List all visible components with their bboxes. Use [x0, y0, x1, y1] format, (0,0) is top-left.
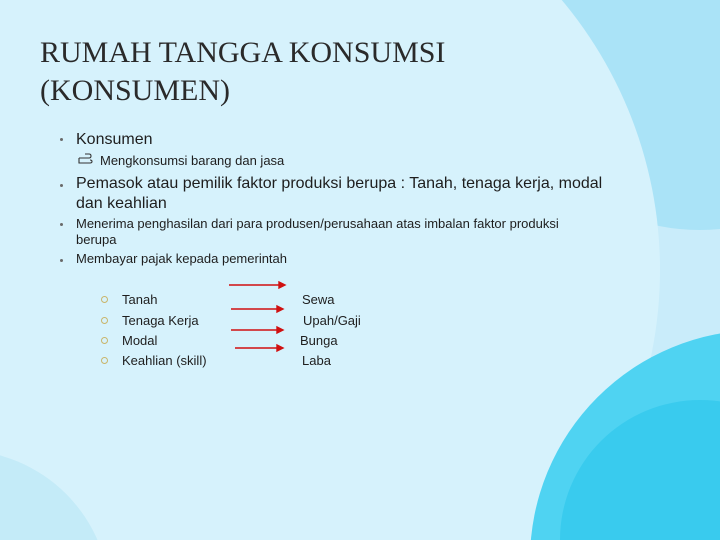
slide-title [40, 34, 640, 110]
bullet-dot [60, 138, 63, 141]
reward-bunga: Bunga [300, 333, 338, 348]
circle-bullet-icon [101, 317, 108, 324]
arrow-head [277, 306, 283, 312]
arrow-head [279, 282, 285, 288]
bullet-pemasok-line2: dan keahlian [76, 195, 167, 212]
circle-bullet-icon [101, 296, 108, 303]
bullet-konsumen: Konsumen [76, 131, 153, 148]
reward-upah-gaji: Upah/Gaji [303, 313, 361, 328]
arrow-head [277, 345, 283, 351]
title-line-2: (KONSUMEN) [40, 74, 230, 107]
factor-modal: Modal [122, 333, 158, 348]
bullet-dot [60, 223, 63, 226]
sub-bullet-mengkonsumsi: Mengkonsumsi barang dan jasa [100, 153, 285, 168]
bullet-membayar: Membayar pajak kepada pemerintah [76, 251, 288, 266]
factor-tanah: Tanah [122, 292, 158, 307]
arrows-group [225, 279, 287, 359]
reward-sewa: Sewa [302, 292, 335, 307]
bullet-menerima-line1: Menerima penghasilan dari para produsen/perusahaan atas imbalan faktor produksi [76, 216, 559, 231]
hand-pointer-icon [78, 153, 96, 165]
bullet-dot [60, 259, 63, 262]
factor-keahlian: Keahlian (skill) [122, 353, 207, 368]
arrow-head [277, 327, 283, 333]
factor-tenaga-kerja: Tenaga Kerja [122, 313, 199, 328]
bullet-pemasok-line1: Pemasok atau pemilik faktor produksi berupa : Tanah, tenaga kerja, modal [76, 175, 603, 192]
bullet-menerima-line2: berupa [76, 232, 117, 247]
bullet-dot [60, 184, 63, 187]
circle-bullet-icon [101, 337, 108, 344]
reward-laba: Laba [302, 353, 331, 368]
circle-bullet-icon [101, 357, 108, 364]
title-line-1: RUMAH TANGGA KONSUMSI [40, 36, 446, 69]
